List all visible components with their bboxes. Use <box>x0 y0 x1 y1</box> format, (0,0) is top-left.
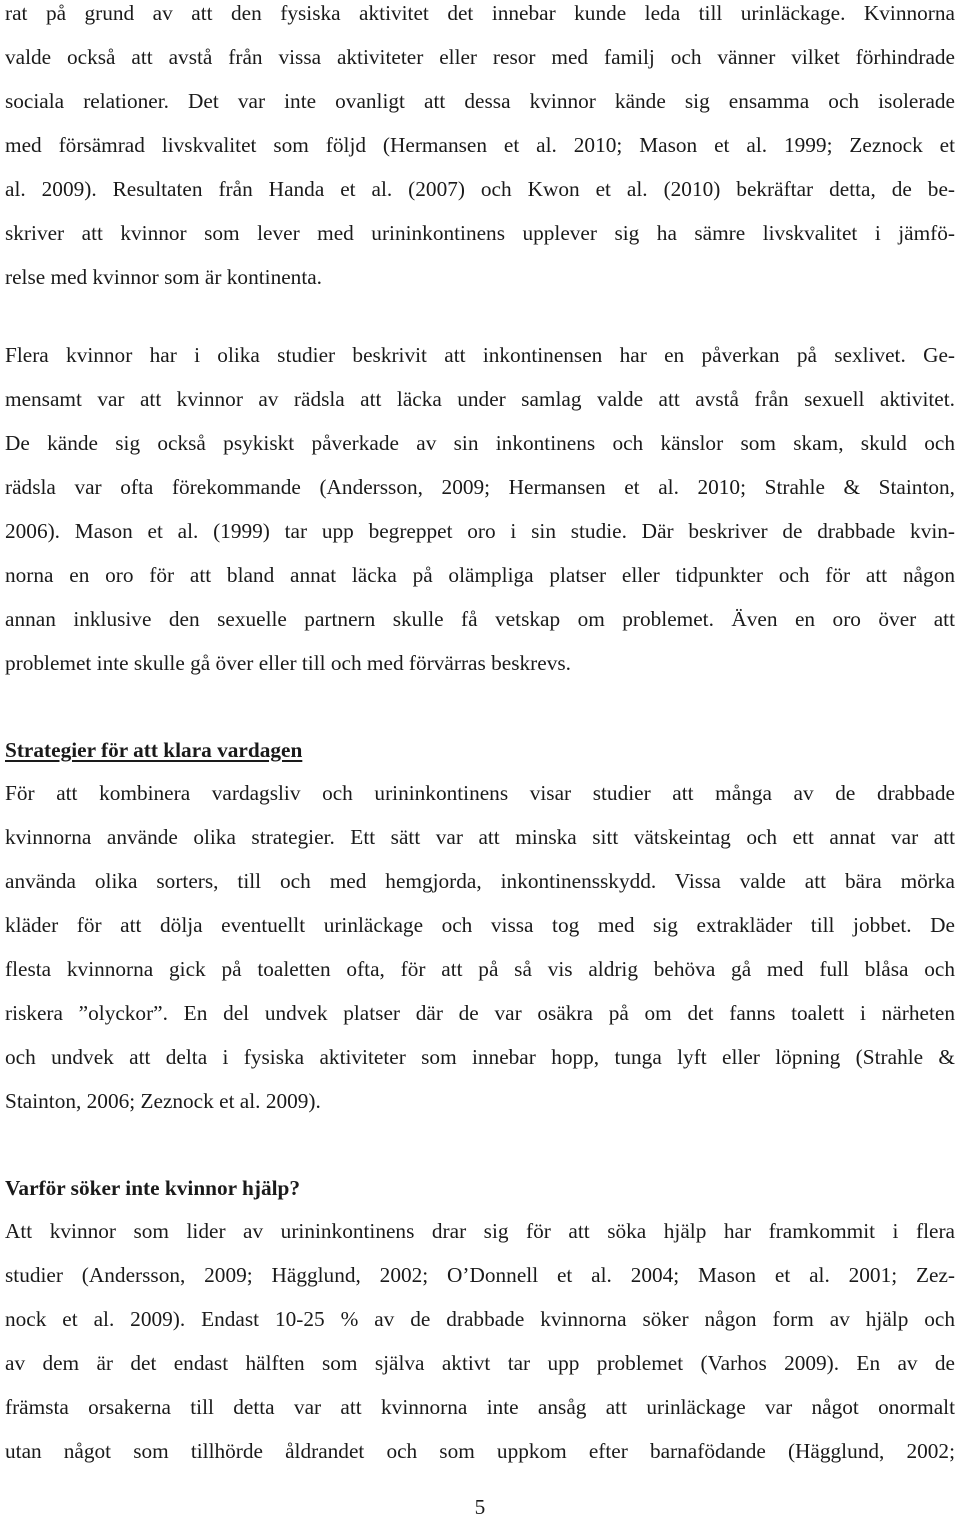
paragraph-line: med försämrad livskvalitet som följd (Hermansen et al. 2010; Mason et al. 1999; Zeznock et <box>5 133 955 157</box>
page-number: 5 <box>474 1495 486 1519</box>
section-heading: Strategier för att klara vardagen <box>5 738 303 762</box>
paragraph-line: De kände sig också psykiskt påverkade av sin inkontinens och känslor som skam, skuld och <box>5 431 955 455</box>
paragraph-line: annan inklusive den sexuelle partnern skulle få vetskap om problemet. Även en oro över att <box>5 607 955 631</box>
paragraph-line: främsta orsakerna till detta var att kvinnorna inte ansåg att urinläckage var något onormalt <box>5 1395 955 1419</box>
paragraph-line: kvinnorna använde olika strategier. Ett sätt var att minska sitt vätskeintag och ett annat var att <box>5 825 955 849</box>
paragraph-line: al. 2009). Resultaten från Handa et al. (2007) och Kwon et al. (2010) bekräftar detta, de be- <box>5 177 955 201</box>
paragraph-line: och undvek att delta i fysiska aktiviteter som innebar hopp, tunga lyft eller löpning (Strahle & <box>5 1045 955 1069</box>
paragraph-line: problemet inte skulle gå över eller till och med förvärras beskrevs. <box>5 651 571 675</box>
paragraph-line: flesta kvinnorna gick på toaletten ofta, för att på så vis aldrig behöva gå med full blåsa och <box>5 957 955 981</box>
paragraph-line: Stainton, 2006; Zeznock et al. 2009). <box>5 1089 321 1113</box>
paragraph-line: använda olika sorters, till och med hemgjorda, inkontinensskydd. Vissa valde att bära mörka <box>5 869 955 893</box>
paragraph-line: mensamt var att kvinnor av rädsla att läcka under samlag valde att avstå från sexuell aktivitet. <box>5 387 955 411</box>
paragraph-line: sociala relationer. Det var inte ovanligt att dessa kvinnor kände sig ensamma och isolerade <box>5 89 955 113</box>
paragraph-line: rädsla var ofta förekommande (Andersson, 2009; Hermansen et al. 2010; Strahle & Stainton, <box>5 475 955 499</box>
paragraph-line: kläder för att dölja eventuellt urinläckage och vissa tog med sig extrakläder till jobbet. De <box>5 913 955 937</box>
paragraph-line: studier (Andersson, 2009; Hägglund, 2002; O’Donnell et al. 2004; Mason et al. 2001; Zez- <box>5 1263 955 1287</box>
paragraph-line: Att kvinnor som lider av urininkontinens drar sig för att söka hjälp har framkommit i flera <box>5 1219 955 1243</box>
paragraph-line: 2006). Mason et al. (1999) tar upp begreppet oro i sin studie. Där beskriver de drabbade kvin- <box>5 519 955 543</box>
paragraph-line: nock et al. 2009). Endast 10-25 % av de drabbade kvinnorna söker någon form av hjälp och <box>5 1307 955 1331</box>
paragraph-line: För att kombinera vardagsliv och urininkontinens visar studier att många av de drabbade <box>5 781 955 805</box>
paragraph-line: skriver att kvinnor som lever med urininkontinens upplever sig ha sämre livskvalitet i jämfö- <box>5 221 955 245</box>
paragraph-line: av dem är det endast hälften som själva aktivt tar upp problemet (Varhos 2009). En av de <box>5 1351 955 1375</box>
paragraph-line: rat på grund av att den fysiska aktivitet det innebar kunde leda till urinläckage. Kvinnorna <box>5 1 955 25</box>
paragraph-line: valde också att avstå från vissa aktiviteter eller resor med familj och vänner vilket förhindrade <box>5 45 955 69</box>
paragraph-line: utan något som tillhörde åldrandet och som uppkom efter barnafödande (Hägglund, 2002; <box>5 1439 955 1463</box>
section-heading: Varför söker inte kvinnor hjälp? <box>5 1176 301 1200</box>
paragraph-line: Flera kvinnor har i olika studier beskrivit att inkontinensen har en påverkan på sexlivet. Ge- <box>5 343 955 367</box>
paragraph-line: relse med kvinnor som är kontinenta. <box>5 265 323 289</box>
paragraph-line: norna en oro för att bland annat läcka på olämpliga platser eller tidpunkter och för att någon <box>5 563 955 587</box>
paragraph-line: riskera ”olyckor”. En del undvek platser där de var osäkra på om det fanns toalett i närheten <box>5 1001 955 1025</box>
